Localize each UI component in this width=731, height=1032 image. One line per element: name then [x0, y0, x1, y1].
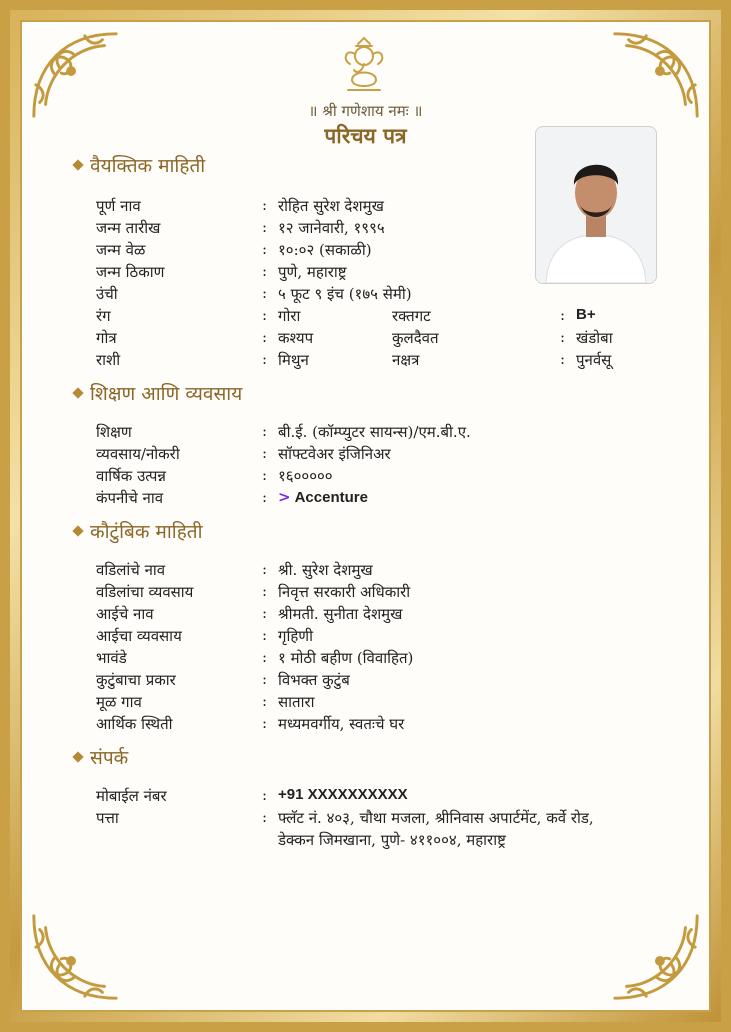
section-contact-heading: संपर्क	[74, 744, 128, 770]
ganesha-icon	[334, 34, 394, 94]
section-personal-heading: वैयक्तिक माहिती	[74, 152, 205, 178]
diamond-bullet-icon	[72, 525, 83, 536]
person-portrait-icon	[536, 127, 656, 283]
accenture-logo-icon: >	[278, 488, 291, 506]
corner-flourish-icon	[26, 908, 124, 1006]
diamond-bullet-icon	[72, 387, 83, 398]
diamond-bullet-icon	[72, 159, 83, 170]
section-family-heading: कौटुंबिक माहिती	[74, 518, 203, 544]
invocation-text: ॥ श्री गणेशाय नमः ॥	[308, 102, 423, 120]
corner-flourish-icon	[607, 908, 705, 1006]
diamond-bullet-icon	[72, 751, 83, 762]
section-education-heading: शिक्षण आणि व्यवसाय	[74, 380, 242, 406]
page-title: परिचय पत्र	[324, 123, 407, 148]
profile-photo	[535, 126, 657, 284]
